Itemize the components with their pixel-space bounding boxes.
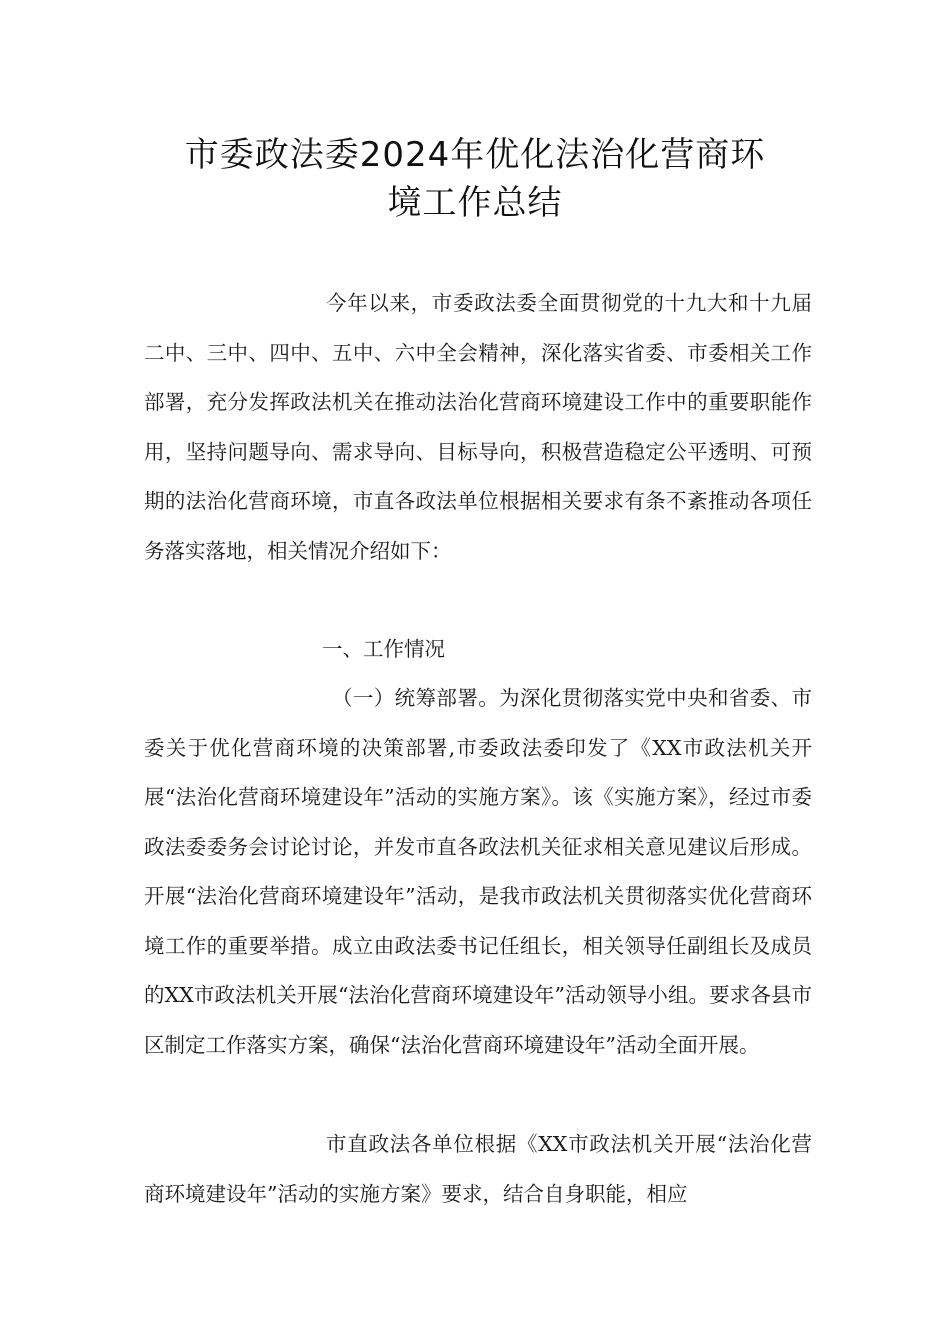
- section-heading-work-status: 一、工作情况: [322, 637, 445, 661]
- intro-paragraph: 今年以来，市委政法委全面贯彻党的十九大和十九届二中、三中、四中、五中、六中全会精神，深化落实省委、市委相关工作部署，充分发挥政法机关在推动法治化营商环境建设工作中的重要职能作用，坚持问题导向、需求导向、目标导向，积极营造稳定公平透明、可预期的法治化营商环境，市直各政法单位根据相关要求有条不紊推动各项任务落实落地，相关情况介绍如下：: [144, 291, 812, 563]
- paragraph-municipal-units: 市直政法各单位根据《XX市政法机关开展“法治化营商环境建设年”活动的实施方案》要求，结合自身职能，相应: [144, 1132, 812, 1206]
- paragraph-coordination: （一）统筹部署。为深化贯彻落实党中央和省委、市委关于优化营商环境的决策部署,市委政法委印发了《XX市政法机关开展“法治化营商环境建设年”活动的实施方案》。该《实施方案》，经过市委政法委委务会讨论讨论，并发市直各政法机关征求相关意见建议后形成。开展“法治化营商环境建设年”活动，是我市政法机关贯彻落实优化营商环境工作的重要举措。成立由政法委书记任组长，相关领导任副组长及成员的XX市政法机关开展“法治化营商环境建设年”活动领导小组。要求各县市区制定工作落实方案，确保“法治化营商环境建设年”活动全面开展。: [144, 686, 812, 1057]
- document-title-line-1: 市委政法委2024年优化法治化营商环: [184, 135, 766, 175]
- document-title-line-2: 境工作总结: [387, 183, 563, 223]
